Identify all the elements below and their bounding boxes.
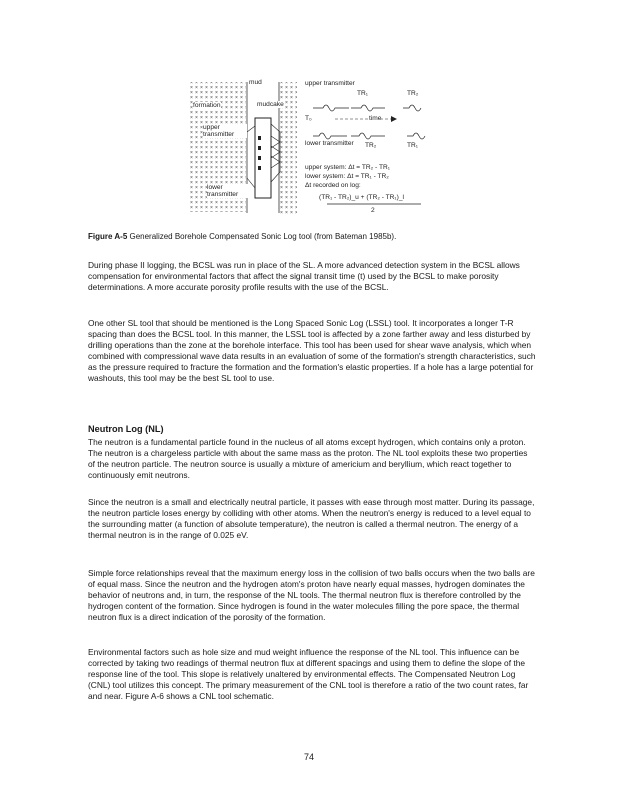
label-t0: T₀ [305,115,312,122]
paragraph-5: Simple force relationships reveal that the maximum energy loss in the collision of two balls occurs when the two balls are of equal mass. Since the neutron and the hydrogen atom's proton have nearly equal masses, hydrogen dominates the behavior of neutrons and, in turn, the response of the NL tools. The thermal neutron flux is therefore controlled by the hydrogen content of the formation. Since hydrogen is found in the water molecules filling the pore space, the thermal neutron flux is a direct indication of the porosity of the formation. [88,568,535,622]
page-number: 74 [303,752,314,762]
label-upper-system: upper system: Δt = TR₂ - TR₁ [305,164,390,171]
paragraph-6: Environmental factors such as hole size and mud weight influence the response of the NL tool. This influence can be corrected by taking two readings of thermal neutron flux at different spacings and using them to define the slope of the response line of the tool. This slope is relatively unaltered by environmental effects. The Compensated Neutron Log (CNL) tool utilizes this concept. The primary measurement of the CNL tool is therefore a ratio of the two count rates, far and near. Figure A-6 shows a CNL tool schematic. [88,647,529,701]
section-heading: Neutron Log (NL) [88,424,164,434]
label-lower-transmitter-left: lower transmitter [207,184,251,198]
caption-text: Generalized Borehole Compensated Sonic Log tool (from Bateman 1985b). [127,232,397,241]
label-lower-transmitter-right: lower transmitter [305,140,354,147]
label-tr-bottom-b: TR₁ [407,142,419,149]
caption-label: Figure A-5 [88,232,128,241]
label-formula-denominator: 2 [371,207,375,214]
label-mud: mud [249,79,262,86]
label-tr-bottom-a: TR₂ [365,142,377,149]
label-mudcake: mudcake [257,101,284,108]
figure-caption [88,232,548,242]
label-recorded-on-log: Δt recorded on log: [305,182,361,189]
label-lower-system: lower system: Δt = TR₁ - TR₂ [305,173,389,180]
label-upper-transmitter-left: upper transmitter [203,124,247,138]
paragraph-3: The neutron is a fundamental particle found in the nucleus of all atoms except hydrogen, which contains only a proton. The neutron is a chargeless particle with about the same mass as the proton. The NL tool exploits these two properties of the neutron particle. The neutron source is usually a mixture of americium and beryllium, which react together to continuously emit neutrons. [88,437,528,480]
label-time: time [369,115,382,122]
label-formula-numerator: (TR₁ - TR₂)_u + (TR₂ - TR₁)_l [319,194,404,201]
bcsl-figure [185,80,430,217]
label-upper-transmitter-right: upper transmitter [305,80,355,87]
label-tr-top-a: TR₁ [357,90,369,97]
label-tr-top-b: TR₂ [407,90,419,97]
tool-body [255,118,271,198]
label-formation: formation [193,102,221,109]
paragraph-1: During phase II logging, the BCSL was run in place of the SL. A more advanced detection system in the BCSL allows compensation for environmental factors that affect the signal transit time (t) used by the BCSL to make porosity determinations. A more accurate porosity profile results with the use of the BCSL. [88,260,520,292]
paragraph-2: One other SL tool that should be mentioned is the Long Spaced Sonic Log (LSSL) tool. It incorporates a longer T-R spacing than does the BCSL tool. In this manner, the LSSL tool is affected by a zone farther away and less disturbed by drilling operations than the zone at the borehole interface. This tool has been used for shear wave analysis, which when combined with compressional wave data results in an evaluation of some of the formation's strength characteristics, such as the pressure required to fracture the formation and the formation's elastic properties. If a hole has a large potential for washouts, this tool may be the best SL tool to use. [88,318,536,383]
paragraph-4: Since the neutron is a small and electrically neutral particle, it passes with ease through most matter. During its passage, the neutron particle loses energy by colliding with other atoms. When the neutron's energy is reduced to a level equal to the surrounding matter (a function of absolute temperature), the neutron is called a thermal neutron. The energy of a thermal neutron is in the range of 0.025 eV. [88,497,535,540]
